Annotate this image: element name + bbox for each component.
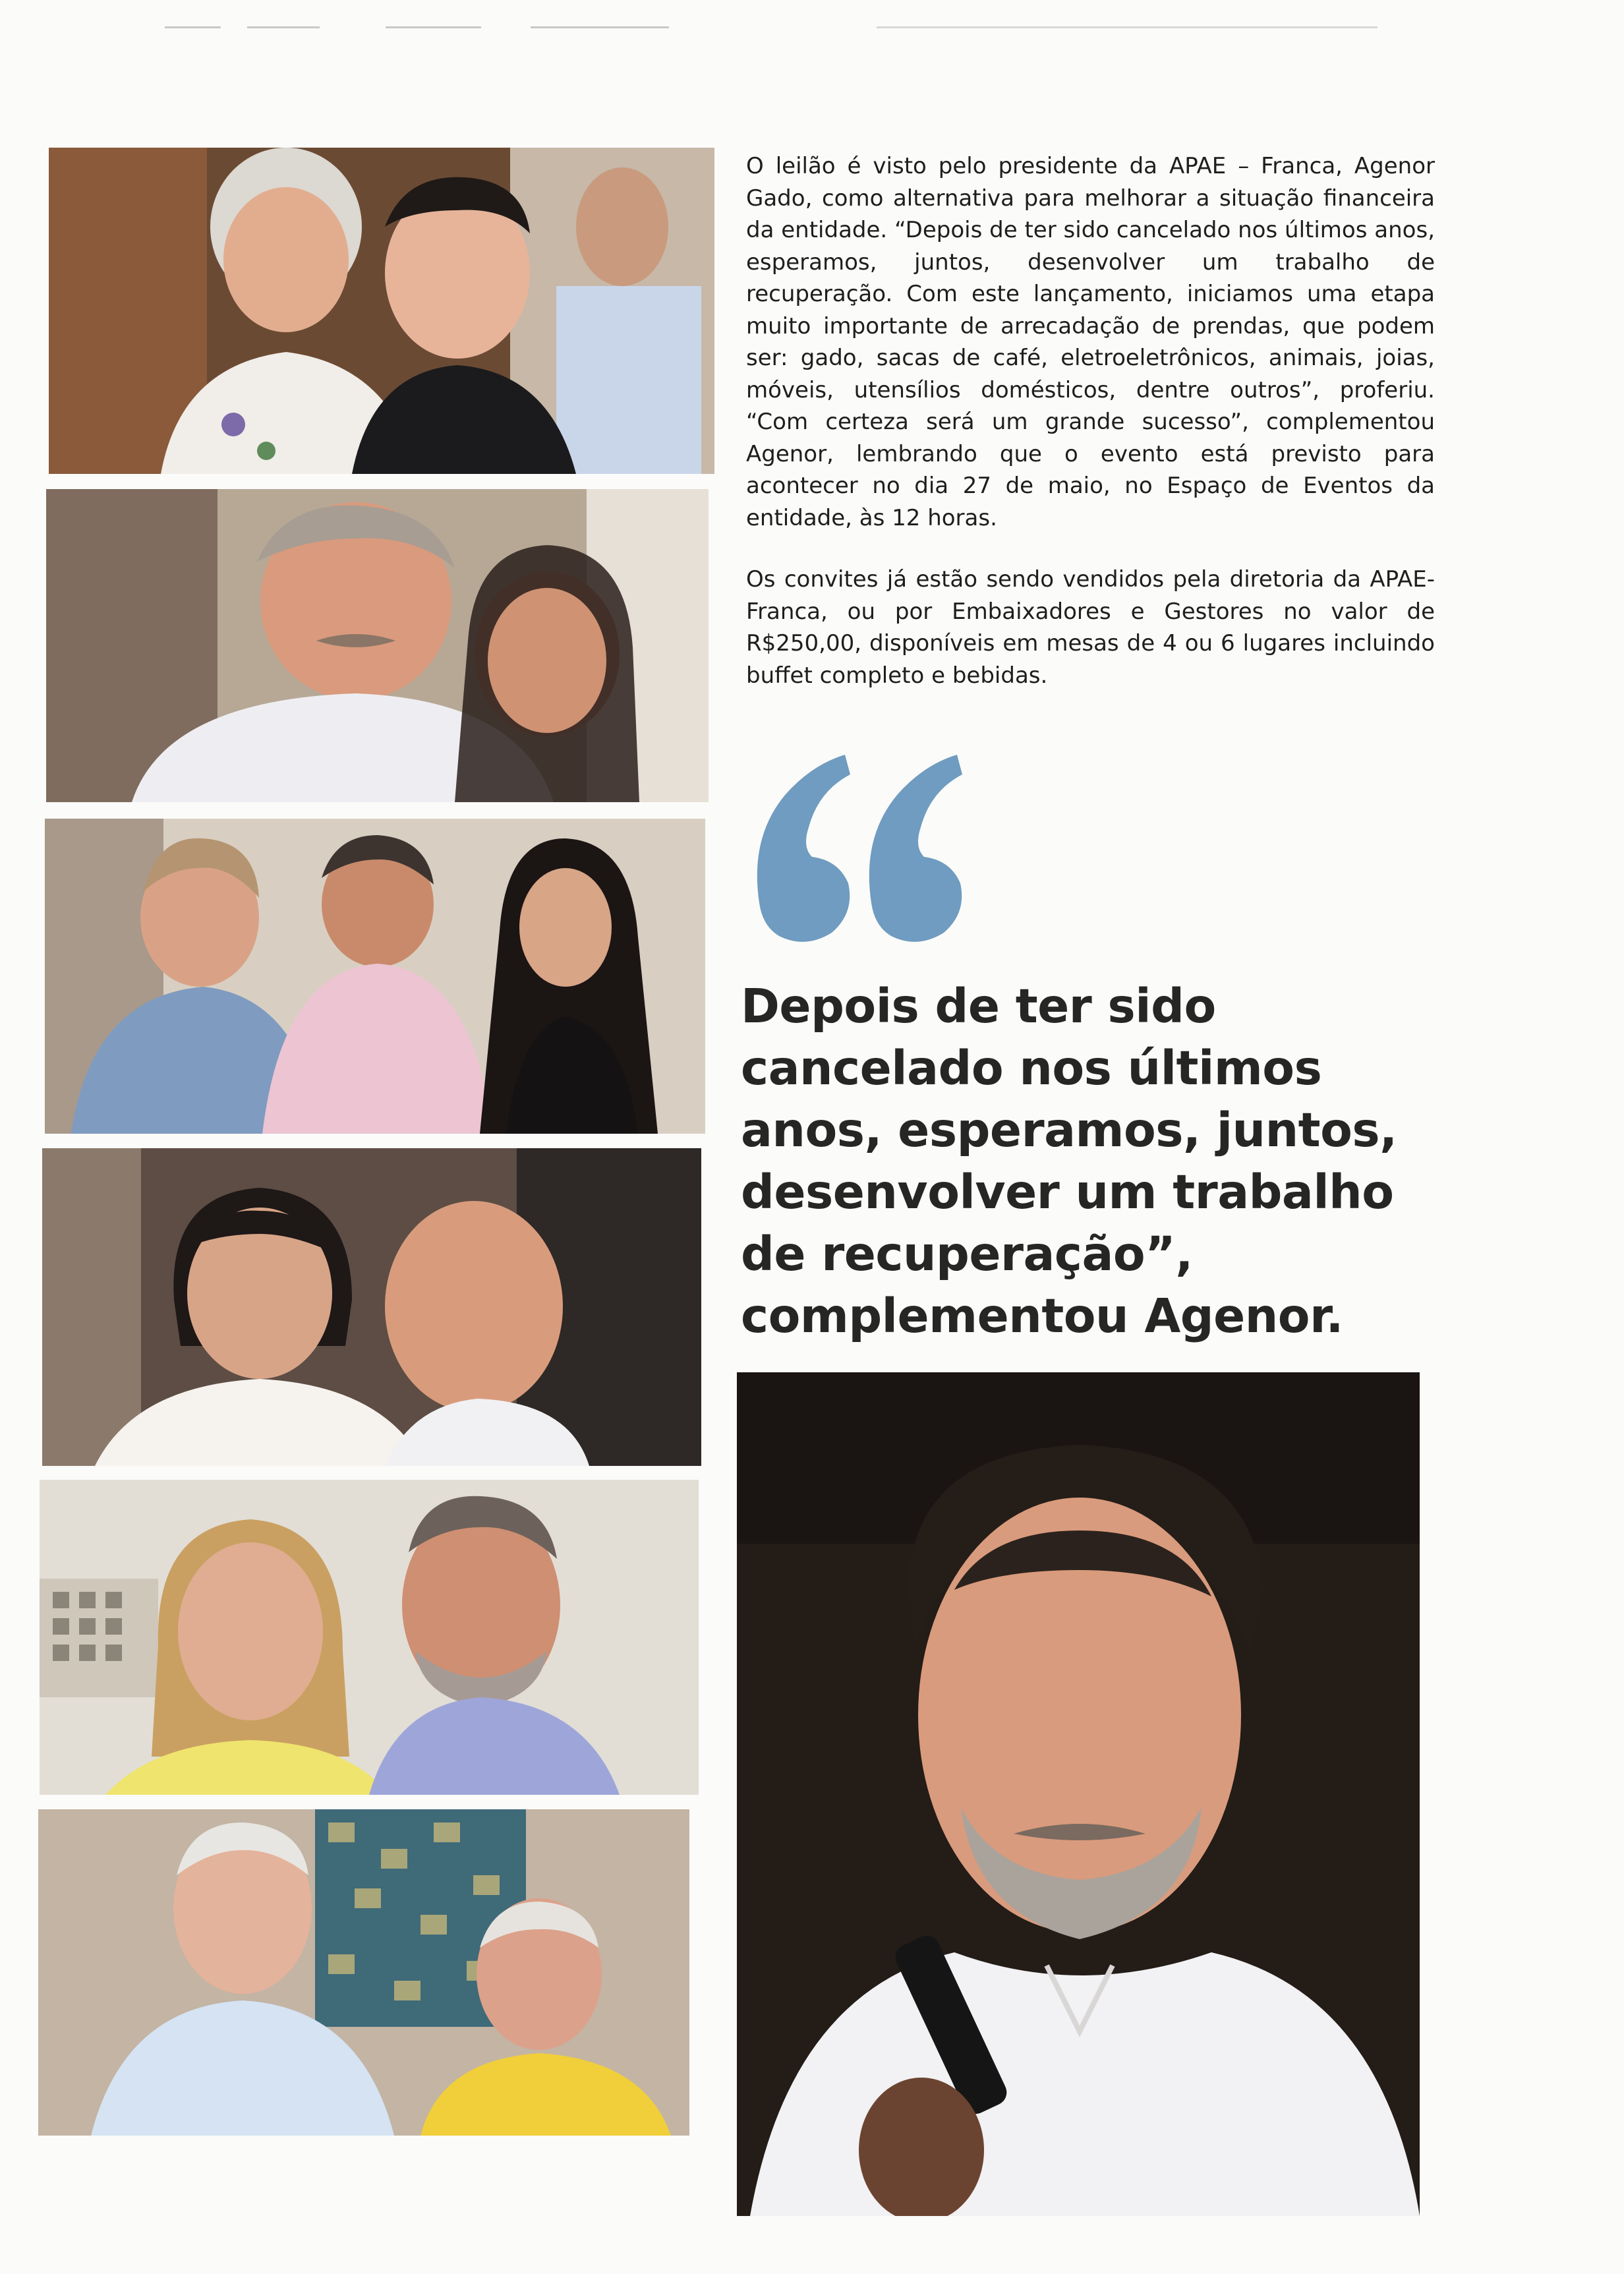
- photo-two-older-men: [38, 1809, 689, 2136]
- scan-artifact-line: [386, 26, 481, 28]
- scan-artifact-line: [531, 26, 669, 28]
- photo-older-man-and-woman: [46, 489, 709, 802]
- article-body: [746, 150, 1435, 721]
- pull-quote: Depois de ter sido cancelado nos últimos anos, esperamos, juntos, desenvolver um trabalho de recuperação”, complementou Agenor.: [741, 979, 1397, 1343]
- scan-artifact-line: [165, 26, 221, 28]
- article-paragraph-1: O leilão é visto pelo presidente da APAE – Franca, Agenor Gado, como alternativa para melhorar a situação financeira da entidade. “Depois de ter sido cancelado nos últimos anos, esperamos, juntos, desenvolver um trabalho de recuperação. Com este lançamento, iniciamos uma etapa muito importante de arrecadação de prendas, que podem ser: gado, sacas de café, eletroeletrônicos, animais, joias, móveis, utensílios domésticos, dentre outros”, proferiu. “Com certeza será um grande sucesso”, complementou Agenor, lembrando que o evento está previsto para acontecer no dia 27 de maio, no Espaço de Eventos da entidade, às 12 horas.: [746, 153, 1435, 531]
- photo-woman-and-bald-man: [42, 1148, 701, 1466]
- quote-mark-icon: [740, 738, 977, 956]
- photo-blonde-woman-and-bearded-man: [40, 1480, 699, 1795]
- photo-woman-and-young-man: [49, 148, 714, 474]
- photo-agenor-portrait: [737, 1372, 1420, 2216]
- scan-artifact-line: [247, 26, 320, 28]
- scan-artifact-line: [877, 26, 1378, 28]
- article-paragraph-2: Os convites já estão sendo vendidos pela diretoria da APAE-Franca, ou por Embaixadores e Gestores no valor de R$250,00, disponíveis em mesas de 4 ou 6 lugares incluindo buffet completo e bebidas.: [746, 566, 1435, 689]
- photo-three-people-group: [45, 819, 705, 1134]
